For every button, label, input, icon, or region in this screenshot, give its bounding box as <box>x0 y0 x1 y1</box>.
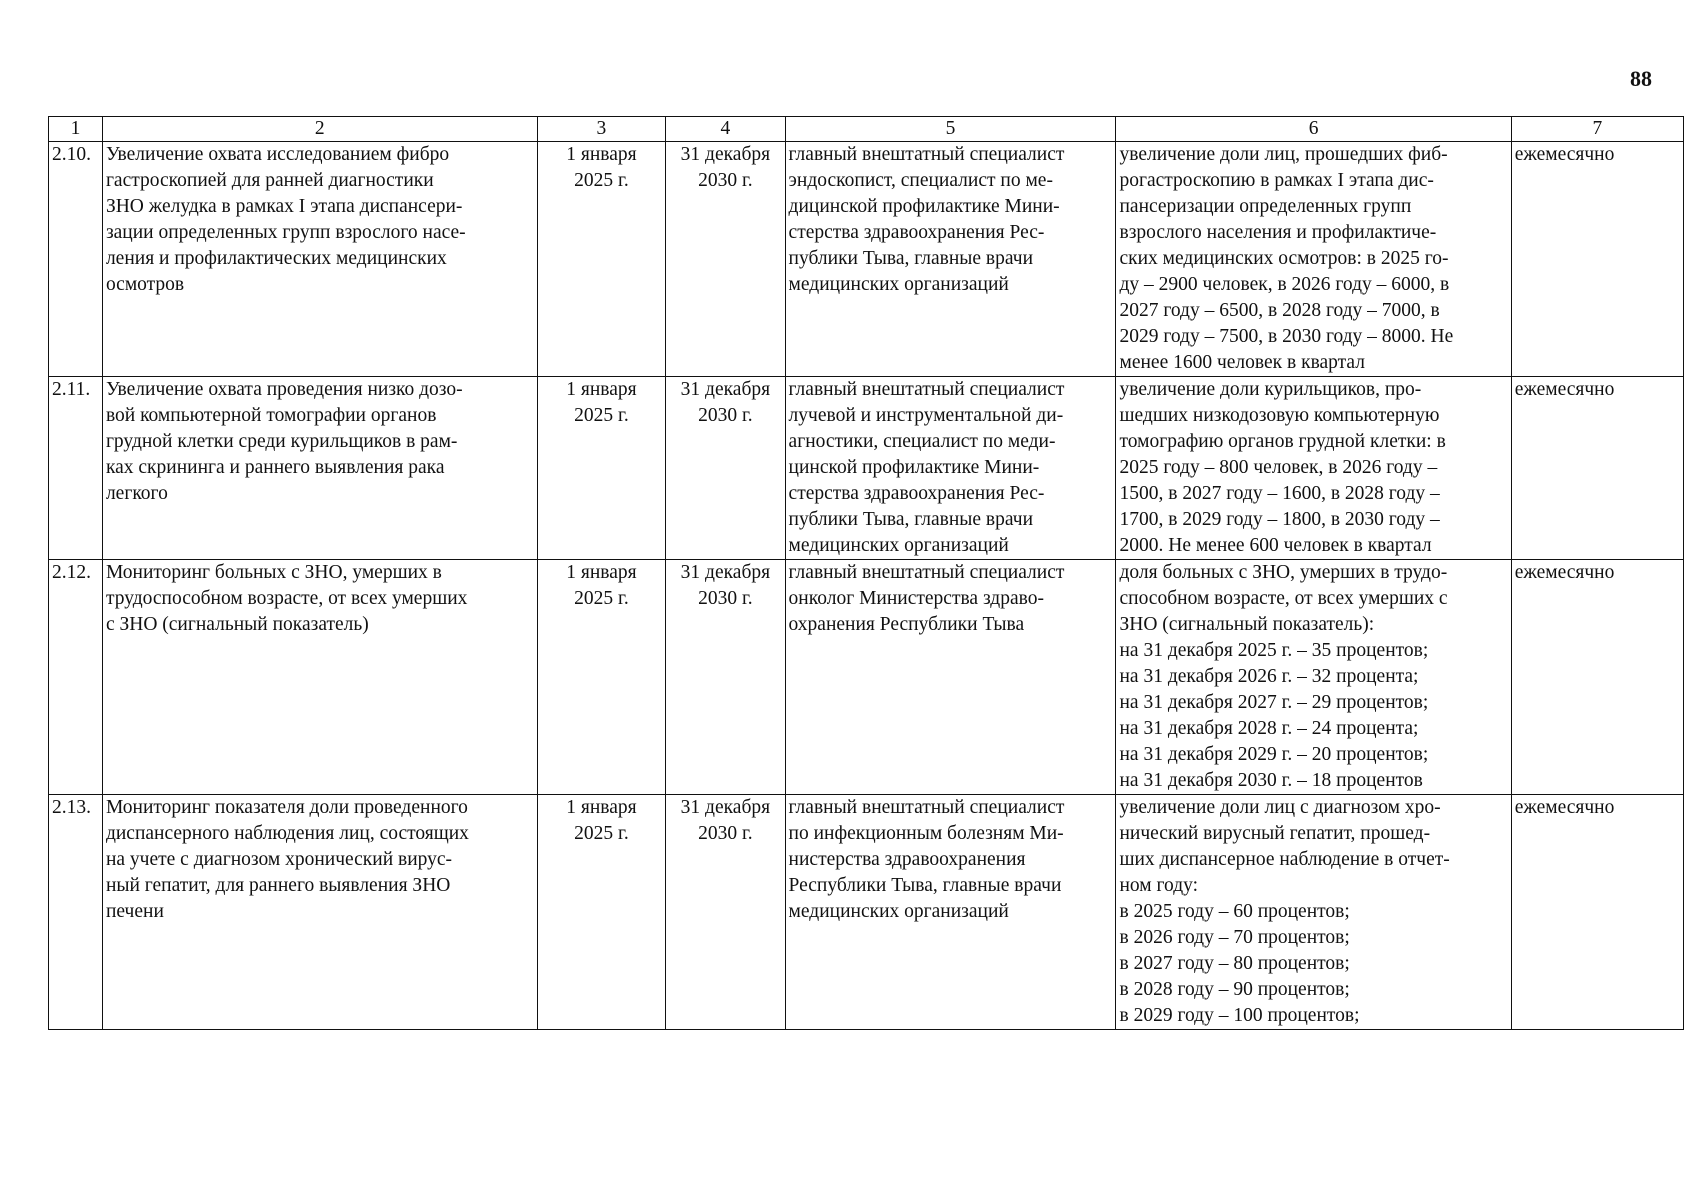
text-line: 31 декабря <box>680 562 771 583</box>
text-line: медицинских организаций <box>788 274 1009 295</box>
text-line: 2030 г. <box>698 170 753 191</box>
text-line: Мониторинг показателя доли проведенного <box>105 797 468 818</box>
header-col-4: 4 <box>666 117 785 142</box>
measure-description <box>102 377 537 560</box>
text-line: рогастроскопию в рамках I этапа дис- <box>1119 170 1434 191</box>
text-line: способном возрасте, от всех умерших с <box>1119 588 1448 609</box>
text-line: 2030 г. <box>698 405 753 426</box>
header-col-2: 2 <box>102 117 537 142</box>
responsible <box>785 795 1116 1030</box>
text-line: зации определенных групп взрослого насе- <box>105 222 466 243</box>
text-line: гастроскопией для ранней диагностики <box>105 170 434 191</box>
table-row <box>49 377 1684 560</box>
text-line: 2025 г. <box>574 588 629 609</box>
text-line: в 2029 году – 100 процентов; <box>1119 1005 1360 1026</box>
text-line: 2030 г. <box>698 588 753 609</box>
text-line: на 31 декабря 2029 г. – 20 процентов; <box>1119 744 1429 765</box>
text-line: на учете с диагнозом хронический вирус- <box>105 849 453 870</box>
text-line: главный внештатный специалист <box>788 562 1065 583</box>
text-line: в 2026 году – 70 процентов; <box>1119 927 1350 948</box>
text-line: главный внештатный специалист <box>788 144 1065 165</box>
text-line: 2027 году – 6500, в 2028 году – 7000, в <box>1119 300 1440 321</box>
start-date <box>537 560 666 795</box>
text-line: ших диспансерное наблюдение в отчет- <box>1119 849 1450 870</box>
text-line: взрослого населения и профилактиче- <box>1119 222 1437 243</box>
text-line: вой компьютерной томографии органов <box>105 405 437 426</box>
row-number: 2.10. <box>49 142 103 377</box>
text-line: ЗНО желудка в рамках I этапа диспансери- <box>105 196 463 217</box>
text-line: 2000. Не менее 600 человек в квартал <box>1119 535 1432 556</box>
text-line: легкого <box>105 483 168 504</box>
frequency: ежемесячно <box>1511 795 1683 1030</box>
text-line: стерства здравоохранения Рес- <box>788 483 1045 504</box>
text-line: публики Тыва, главные врачи <box>788 509 1034 530</box>
responsible <box>785 560 1116 795</box>
text-line: 2029 году – 7500, в 2030 году – 8000. Не <box>1119 326 1454 347</box>
text-line: лучевой и инструментальной ди- <box>788 405 1064 426</box>
start-date <box>537 142 666 377</box>
text-line: 1 января <box>566 797 637 818</box>
text-line: главный внештатный специалист <box>788 379 1065 400</box>
text-line: увеличение доли курильщиков, про- <box>1119 379 1422 400</box>
text-line: ках скрининга и раннего выявления рака <box>105 457 445 478</box>
row-number: 2.11. <box>49 377 103 560</box>
text-line: нический вирусный гепатит, прошед- <box>1119 823 1431 844</box>
start-date <box>537 377 666 560</box>
text-line: ном году: <box>1119 875 1199 896</box>
text-line: эндоскопист, специалист по ме- <box>788 170 1053 191</box>
text-line: 1 января <box>566 562 637 583</box>
text-line: с ЗНО (сигнальный показатель) <box>105 614 369 635</box>
header-col-7: 7 <box>1511 117 1683 142</box>
expected-result <box>1116 560 1511 795</box>
end-date <box>666 795 785 1030</box>
text-line: на 31 декабря 2030 г. – 18 процентов <box>1119 770 1423 791</box>
text-line: Республики Тыва, главные врачи <box>788 875 1062 896</box>
end-date <box>666 560 785 795</box>
table-row <box>49 560 1684 795</box>
text-line: публики Тыва, главные врачи <box>788 248 1034 269</box>
text-line: томографию органов грудной клетки: в <box>1119 431 1446 452</box>
text-line: на 31 декабря 2028 г. – 24 процента; <box>1119 718 1419 739</box>
text-line: диспансерного наблюдения лиц, состоящих <box>105 823 469 844</box>
text-line: дицинской профилактике Мини- <box>788 196 1060 217</box>
text-line: ЗНО (сигнальный показатель): <box>1119 614 1375 635</box>
expected-result <box>1116 795 1511 1030</box>
responsible <box>785 377 1116 560</box>
page-number: 88 <box>1630 66 1652 91</box>
text-line: осмотров <box>105 274 185 295</box>
frequency: ежемесячно <box>1511 377 1683 560</box>
text-line: Увеличение охвата исследованием фибро <box>105 144 450 165</box>
row-number: 2.13. <box>49 795 103 1030</box>
text-line: 1 января <box>566 144 637 165</box>
text-line: увеличение доли лиц с диагнозом хро- <box>1119 797 1441 818</box>
text-line: по инфекционным болезням Ми- <box>788 823 1064 844</box>
measures-table <box>48 116 1684 1030</box>
row-number: 2.12. <box>49 560 103 795</box>
frequency: ежемесячно <box>1511 560 1683 795</box>
header-row <box>49 117 1684 142</box>
frequency: ежемесячно <box>1511 142 1683 377</box>
text-line: 2025 г. <box>574 823 629 844</box>
text-line: цинской профилактике Мини- <box>788 457 1040 478</box>
measure-description <box>102 560 537 795</box>
expected-result <box>1116 377 1511 560</box>
header-col-6: 6 <box>1116 117 1511 142</box>
text-line: 31 декабря <box>680 144 771 165</box>
text-line: ный гепатит, для раннего выявления ЗНО <box>105 875 451 896</box>
text-line: 31 декабря <box>680 379 771 400</box>
text-line: агностики, специалист по меди- <box>788 431 1056 452</box>
text-line: трудоспособном возрасте, от всех умерших <box>105 588 468 609</box>
table-row <box>49 142 1684 377</box>
end-date <box>666 142 785 377</box>
text-line: печени <box>105 901 164 922</box>
header-col-5: 5 <box>785 117 1116 142</box>
text-line: в 2028 году – 90 процентов; <box>1119 979 1350 1000</box>
text-line: 2030 г. <box>698 823 753 844</box>
text-line: Увеличение охвата проведения низко дозо- <box>105 379 463 400</box>
header-col-3: 3 <box>537 117 666 142</box>
text-line: 1700, в 2029 году – 1800, в 2030 году – <box>1119 509 1440 530</box>
text-line: 31 декабря <box>680 797 771 818</box>
measure-description <box>102 795 537 1030</box>
text-line: на 31 декабря 2027 г. – 29 процентов; <box>1119 692 1429 713</box>
text-line: 2025 году – 800 человек, в 2026 году – <box>1119 457 1438 478</box>
text-line: в 2027 году – 80 процентов; <box>1119 953 1350 974</box>
text-line: 1500, в 2027 году – 1600, в 2028 году – <box>1119 483 1440 504</box>
text-line: 2025 г. <box>574 170 629 191</box>
table-row <box>49 795 1684 1030</box>
text-line: онколог Министерства здраво- <box>788 588 1044 609</box>
text-line: нистерства здравоохранения <box>788 849 1026 870</box>
text-line: доля больных с ЗНО, умерших в трудо- <box>1119 562 1448 583</box>
text-line: на 31 декабря 2025 г. – 35 процентов; <box>1119 640 1429 661</box>
text-line: 1 января <box>566 379 637 400</box>
text-line: ления и профилактических медицинских <box>105 248 447 269</box>
text-line: стерства здравоохранения Рес- <box>788 222 1045 243</box>
measure-description <box>102 142 537 377</box>
start-date <box>537 795 666 1030</box>
text-line: в 2025 году – 60 процентов; <box>1119 901 1350 922</box>
text-line: пансеризации определенных групп <box>1119 196 1412 217</box>
text-line: увеличение доли лиц, прошедших фиб- <box>1119 144 1448 165</box>
text-line: главный внештатный специалист <box>788 797 1065 818</box>
text-line: шедших низкодозовую компьютерную <box>1119 405 1440 426</box>
text-line: ду – 2900 человек, в 2026 году – 6000, в <box>1119 274 1450 295</box>
text-line: Мониторинг больных с ЗНО, умерших в <box>105 562 442 583</box>
header-col-1: 1 <box>49 117 103 142</box>
text-line: ских медицинских осмотров: в 2025 го- <box>1119 248 1449 269</box>
text-line: менее 1600 человек в квартал <box>1119 352 1365 373</box>
text-line: медицинских организаций <box>788 535 1009 556</box>
text-line: 2025 г. <box>574 405 629 426</box>
expected-result <box>1116 142 1511 377</box>
text-line: грудной клетки среди курильщиков в рам- <box>105 431 458 452</box>
responsible <box>785 142 1116 377</box>
text-line: на 31 декабря 2026 г. – 32 процента; <box>1119 666 1419 687</box>
text-line: охранения Республики Тыва <box>788 614 1025 635</box>
text-line: медицинских организаций <box>788 901 1009 922</box>
end-date <box>666 377 785 560</box>
